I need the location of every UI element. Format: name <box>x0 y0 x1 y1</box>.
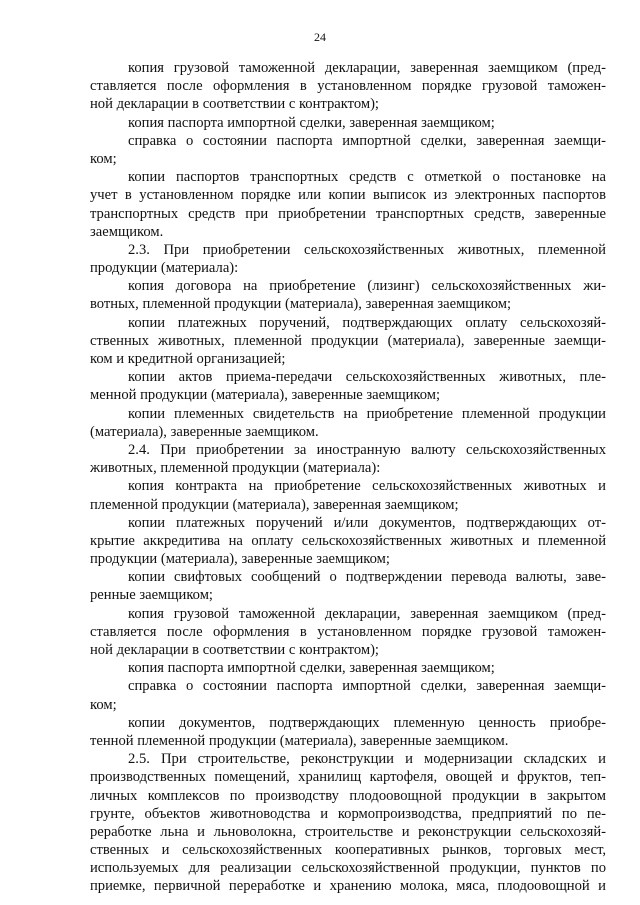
text-line: животных, племенной продукции (материала): <box>90 460 381 477</box>
text-line: ной декларации в соответствии с контрактом); <box>90 96 379 113</box>
page-number: 24 <box>314 30 326 44</box>
text-line: учет в установленном порядке или копии выписок из электронных паспортов <box>90 187 606 204</box>
text-line: копия контракта на приобретение сельскохозяйственных животных и <box>128 478 606 495</box>
text-line: реработке льна и льноволокна, строительстве и реконструкции сельскохозяй- <box>90 823 606 840</box>
text-line: ственных и сельскохозяйственных кооперативных рынков, торговых мест, <box>90 842 606 859</box>
text-line: ренные заемщиком; <box>90 587 213 604</box>
text-line: ставляется после оформления в установленном порядке грузовой таможен- <box>90 78 606 95</box>
text-line: транспортных средств при приобретении транспортных средств, заверенные <box>90 205 606 222</box>
text-line: копия договора на приобретение (лизинг) сельскохозяйственных жи- <box>128 278 606 295</box>
text-line: 2.3. При приобретении сельскохозяйственных животных, племенной <box>128 241 606 258</box>
text-line: ком и кредитной организацией; <box>90 351 286 367</box>
text-line: приемке, первичной переработке и хранению молока, мяса, плодоовощной и <box>90 878 606 895</box>
text-line: грунте, объектов животноводства и кормопроизводства, предприятий по пе- <box>90 805 606 822</box>
text-line: копии документов, подтверждающих племенную ценность приобре- <box>128 714 606 731</box>
text-line: копии паспортов транспортных средств с отметкой о постановке на <box>128 169 606 186</box>
text-line: копии актов приема-передачи сельскохозяйственных животных, пле- <box>128 369 606 386</box>
text-line: справка о состоянии паспорта импортной сделки, заверенная заемщи- <box>128 132 606 149</box>
text-line: копия грузовой таможенной декларации, заверенная заемщиком (пред- <box>128 605 606 622</box>
document-body <box>90 59 606 896</box>
text-line: копия грузовой таможенной декларации, заверенная заемщиком (пред- <box>128 60 606 76</box>
text-line: копии племенных свидетельств на приобретение племенной продукции <box>128 405 606 422</box>
text-line: ственных животных, племенной продукции (материала), заверенные заемщи- <box>90 332 606 349</box>
text-line: менной продукции (материала), заверенные заемщиком; <box>90 387 441 404</box>
text-line: крытие аккредитива на оплату сельскохозяйственных животных и племенной <box>90 532 606 549</box>
text-line: племенной продукции (материала), заверенная заемщиком; <box>90 496 459 513</box>
text-line: используемых для реализации сельскохозяйственной продукции, пунктов по <box>90 860 606 877</box>
text-line: тенной племенной продукции (материала), заверенные заемщиком. <box>90 732 509 749</box>
text-line: личных комплексов по производству плодоовощной продукции в закрытом <box>90 787 606 804</box>
text-line: 2.5. При строительстве, реконструкции и модернизации складских и <box>128 751 606 768</box>
text-line: копии платежных поручений и/или документов, подтверждающих от- <box>128 514 606 531</box>
text-line: ной декларации в соответствии с контрактом); <box>90 642 379 658</box>
text-line: ком; <box>90 696 117 713</box>
text-line: ставляется после оформления в установленном порядке грузовой таможен- <box>90 623 606 640</box>
text-line: копии свифтовых сообщений о подтверждении перевода валюты, заве- <box>128 569 606 586</box>
text-line: копия паспорта импортной сделки, заверенная заемщиком; <box>128 114 495 131</box>
text-line: (материала), заверенные заемщиком. <box>90 423 319 440</box>
text-line: производственных помещений, хранилищ картофеля, овощей и фруктов, теп- <box>90 769 606 786</box>
text-line: ком; <box>90 150 117 167</box>
text-line: вотных, племенной продукции (материала), заверенная заемщиком; <box>90 296 512 313</box>
text-line: 2.4. При приобретении за иностранную валюту сельскохозяйственных <box>128 441 606 458</box>
text-line: продукции (материала): <box>90 260 239 277</box>
text-line: продукции (материала), заверенные заемщиком; <box>90 551 390 568</box>
text-line: заемщиком. <box>90 223 164 240</box>
text-line: копии платежных поручений, подтверждающих оплату сельскохозяй- <box>128 314 606 331</box>
text-line: справка о состоянии паспорта импортной сделки, заверенная заемщи- <box>128 678 606 695</box>
text-line: копия паспорта импортной сделки, заверенная заемщиком; <box>128 660 495 677</box>
